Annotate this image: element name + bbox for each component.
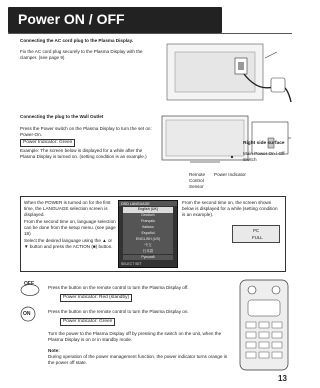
section1-heading: Connecting the AC cord plug to the Plasma Display.: [20, 38, 134, 43]
language-option[interactable]: English (UK): [123, 207, 173, 213]
pc-full-display: [232, 225, 280, 243]
full-label: FULL: [252, 235, 263, 240]
main-power-label: Main Power On / Off Switch: [243, 151, 285, 162]
osd-text-right: From the second time on, the screen shown below is displayed for a while (setting condition is an example).: [182, 200, 278, 217]
section1-text: Fix the AC cord plug securely to the Plasma Display with the clamper. (see page 9): [20, 49, 143, 60]
osd-text-2: From the second time on, language selection can be done from the setup menu. (see page 18): [24, 219, 116, 236]
osd-text-3: Select the desired language using the ▲ or ▼ button and press the ACTION (■) button.: [24, 238, 113, 249]
section2-example: Example: The screen below is displayed for a while after the Plasma Display is turned on. (setting condition is an example.): [20, 148, 147, 159]
power-indicator-red: Power Indicator: Red (standby): [60, 294, 132, 302]
language-option[interactable]: Español: [123, 231, 173, 237]
on-text: Press the button on the remote control to turn the Plasma Display on.: [48, 309, 189, 314]
language-option[interactable]: Italiano: [123, 225, 173, 231]
title-rule: [8, 33, 292, 34]
menu-footer: SELECT SET: [121, 262, 142, 266]
power-indicator-green-2: Power Indicator: Green: [60, 318, 115, 326]
page-number: 13: [278, 374, 287, 383]
turn-off-text: Turn the power to the Plasma Display off by pressing the switch on the unit, when the Plasma Display is on or in standby mode.: [48, 331, 222, 342]
menu-title: OSD LANGUAGE: [119, 201, 177, 206]
power-indicator-green-1: Power Indicator: Green: [20, 139, 75, 147]
language-list: [119, 206, 177, 262]
language-option[interactable]: Deutsch: [123, 213, 173, 219]
language-option[interactable]: ENGLISH (US): [123, 237, 173, 243]
off-text: Press the button on the remote control to turn the Plasma Display off.: [48, 285, 189, 290]
off-label: OFF: [24, 281, 34, 287]
section2-heading: Connecting the plug to the Wall Outlet: [20, 114, 104, 119]
language-option[interactable]: 日本語: [123, 249, 173, 255]
language-option[interactable]: Русский: [123, 255, 173, 261]
right-side-label: Right side surface: [243, 141, 285, 146]
language-option[interactable]: 中文: [123, 243, 173, 249]
osd-language-menu: [118, 200, 178, 268]
pc-label: PC: [253, 228, 260, 233]
remote-control-illustration: [234, 278, 294, 372]
remote-sensor-label: Remote Control Sensor: [189, 172, 206, 189]
page-title: Power ON / OFF: [8, 7, 222, 33]
language-option[interactable]: Français: [123, 219, 173, 225]
note-heading: Note:: [48, 348, 60, 353]
osd-text-1: When the POWER is turned on for the first time, the LANGUAGE selection screen is displayed.: [24, 200, 111, 217]
note-text: During operation of the power management function, the power indicator turns orange in the power off state.: [48, 354, 228, 365]
ac-cord-illustration: [165, 38, 295, 110]
power-indicator-label: Power Indicator: [214, 172, 246, 177]
section2-text: Press the Power switch on the Plasma Display to turn the set on: Power-On.: [20, 126, 152, 137]
on-label: ON: [23, 311, 31, 317]
